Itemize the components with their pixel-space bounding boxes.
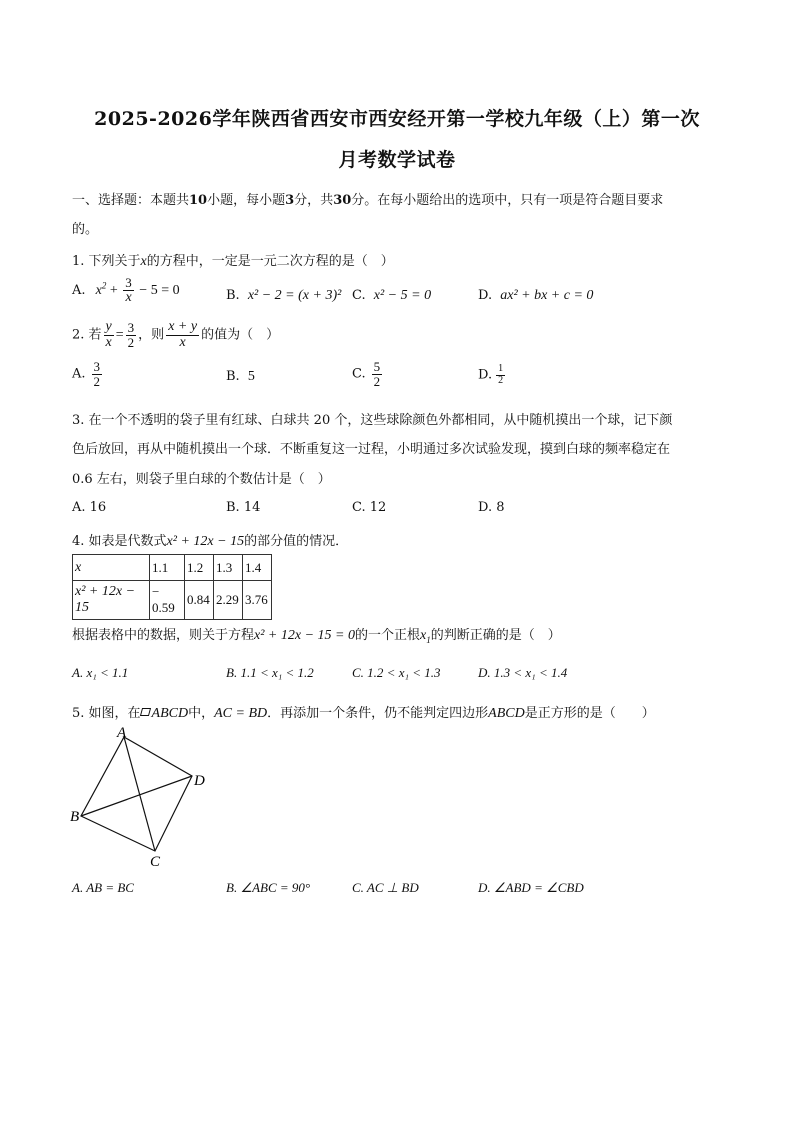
table-cell: x — [73, 555, 150, 581]
parallelogram-icon — [139, 708, 150, 716]
q1-option-a: A. $x^2$ + $\frac{3}{x}$ − 5 = 0 — [72, 275, 180, 305]
q3-option-d: D. 8 — [478, 500, 505, 515]
quadrilateral-figure — [60, 722, 230, 872]
q5-option-d: D. ∠ABD = ∠CBD — [478, 880, 584, 895]
question-5: 5. 如图，在 ABCD中，AC = BD．再添加一个条件，仍不能判定四边形ABCD是正方形的是（ ） — [72, 706, 655, 721]
q3-option-a: A. 16 — [72, 500, 107, 515]
q4-option-c: C. 1.2 < x₁ < 1.3 — [352, 665, 441, 680]
question-2: 2. 若 $\frac{y}{x}$ = $\frac{3}{2}$ ，则 $\frac{x + y}{x}$ 的值为（ ） — [72, 319, 280, 350]
table-cell: 0.84 — [185, 581, 214, 620]
q4-judgement: 根据表格中的数据，则关于方程x² + 12x − 15 = 0的一个正根$x_1$的判断正确的是（ ） — [72, 628, 561, 645]
vertex-label-a: A — [117, 725, 127, 741]
q2-option-d: D. $\frac{1}{2}$ — [478, 363, 504, 386]
quadrilateral-outline — [81, 737, 192, 851]
q5-option-c: C. AC ⊥ BD — [352, 880, 419, 895]
table-row — [73, 555, 272, 581]
table-cell: x² + 12x − 15 — [73, 581, 150, 620]
section-intro: 一、选择题：本题共10小题，每小题3分，共30分。在每小题给出的选项中，只有一项是符合题目要求 — [72, 193, 664, 208]
question-4: 4. 如表是代数式x² + 12x − 15的部分值的情况． — [72, 534, 349, 549]
q2-option-b: B. 5 — [226, 369, 255, 384]
table-cell: − 0.59 — [150, 581, 185, 620]
table-row — [73, 581, 272, 620]
q4-option-d: D. 1.3 < x₁ < 1.4 — [478, 665, 568, 680]
table-cell: 2.29 — [214, 581, 243, 620]
vertex-label-c: C — [150, 854, 161, 870]
vertex-label-d: D — [194, 773, 205, 789]
q4-option-a: A. x₁ < 1.1 — [72, 665, 129, 680]
question-3-line3: 0.6 左右，则袋子里白球的个数估计是（ ） — [72, 472, 331, 487]
exam-title-line2: 月考数学试卷 — [338, 149, 456, 171]
q1-option-b: B. x² − 2 = (x + 3)² — [226, 288, 342, 303]
q1-option-d: D. ax² + bx + c = 0 — [478, 288, 594, 303]
question-3-line1: 3. 在一个不透明的袋子里有红球、白球共 20 个，这些球除颜色外都相同，从中随机摸出一个球，记下颜 — [72, 413, 673, 428]
q4-value-table — [72, 554, 272, 620]
q3-option-b: B. 14 — [226, 500, 261, 515]
table-cell: 1.4 — [243, 555, 272, 581]
table-cell: 1.1 — [150, 555, 185, 581]
q3-option-c: C. 12 — [352, 500, 387, 515]
vertex-label-b: B — [70, 809, 80, 825]
q2-option-c: C. $\frac{5}{2}$ — [352, 359, 381, 389]
section-intro-cont: 的。 — [72, 222, 99, 237]
q4-option-b: B. 1.1 < x₁ < 1.2 — [226, 665, 314, 680]
q5-option-b: B. ∠ABC = 90° — [226, 880, 311, 895]
diagonal-ac — [124, 737, 155, 851]
q2-option-a: A. $\frac{3}{2}$ — [72, 359, 101, 389]
q1-option-c: C. x² − 5 = 0 — [352, 288, 432, 303]
question-1: 1. 下列关于x的方程中，一定是一元二次方程的是（ ） — [72, 254, 394, 269]
table-cell: 1.2 — [185, 555, 214, 581]
table-cell: 3.76 — [243, 581, 272, 620]
q5-option-a: A. AB = BC — [72, 880, 134, 895]
question-3-line2: 色后放回，再从中随机摸出一个球．不断重复这一过程，小明通过多次试验发现，摸到白球的频率稳定在 — [72, 442, 671, 457]
exam-title-line1: 2025-2026学年陕西省西安市西安经开第一学校九年级（上）第一次 — [94, 108, 700, 130]
table-cell: 1.3 — [214, 555, 243, 581]
